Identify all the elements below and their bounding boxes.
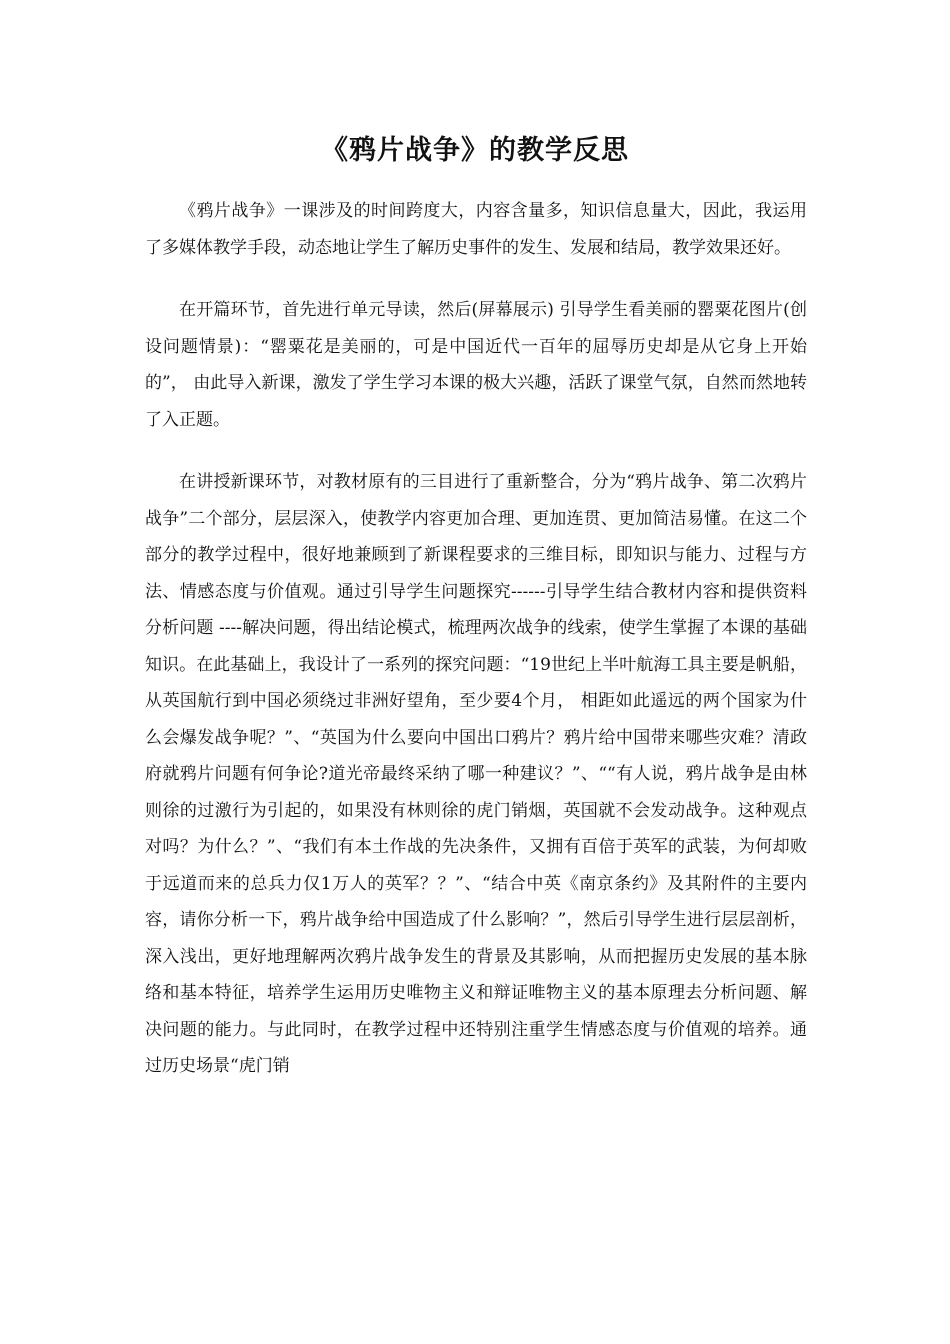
paragraph-new-lesson-stage: 在讲授新课环节，对教材原有的三目进行了重新整合，分为“鸦片战争、第二次鸦片战争”二个部分，层层深入，使教学内容更加合理、更加连贯、更加简洁易懂。在这二个部分的教学过程中，很好地兼顾到了新课程要求的三维目标，即知识与能力、过程与方法、情感态度与价值观。通过引导学生问题探究------引导学生结合教材内容和提供资料分析问题 ----解决问题，得出结论模式，梳理两次战争的线索，使学生掌握了本课的基础知识。在此基础上，我设计了一系列的探究问题：“19世纪上半叶航海工具主要是帆船，从英国航行到中国必须绕过非洲好望角，至少要4个月， 相距如此遥远的两个国家为什么会爆发战争呢？”、“英国为什么要向中国出口鸦片？鸦片给中国带来哪些灾难？清政府就鸦片问题有何争论?道光帝最终采纳了哪一种建议？”、““有人说，鸦片战争是由林则徐的过激行为引起的，如果没有林则徐的虎门销烟，英国就不会发动战争。这种观点对吗？为什么？”、“我们有本土作战的先决条件，又拥有百倍于英军的武装，为何却败于远道而来的总兵力仅1万人的英军？？”、“结合中英《南京条约》及其附件的主要内容，请你分析一下，鸦片战争给中国造成了什么影响？”，然后引导学生进行层层剖析，深入浅出，更好地理解两次鸦片战争发生的背景及其影响，从而把握历史发展的基本脉络和基本特征，培养学生运用历史唯物主义和辩证唯物主义的基本原理去分析问题、解决问题的能力。与此同时，在教学过程中还特别注重学生情感态度与价值观的培养。通过历史场景“虎门销 [145, 472, 807, 1076]
document-title: 《鸦片战争》的教学反思 [321, 135, 629, 166]
document-body [145, 193, 807, 1111]
paragraph-intro: 《鸦片战争》一课涉及的时间跨度大，内容含量多，知识信息量大，因此，我运用了多媒体教学手段，动态地让学生了解历史事件的发生、发展和结局，教学效果还好。 [145, 201, 807, 258]
paragraph-opening-stage: 在开篇环节，首先进行单元导读，然后(屏幕展示) 引导学生看美丽的罂粟花图片(创设问题情景)：“罂粟花是美丽的，可是中国近代一百年的屈辱历史却是从它身上开始的”， 由此导入新课，激发了学生学习本课的极大兴趣，活跃了课堂气氛，自然而然地转了入正题。 [145, 300, 807, 430]
